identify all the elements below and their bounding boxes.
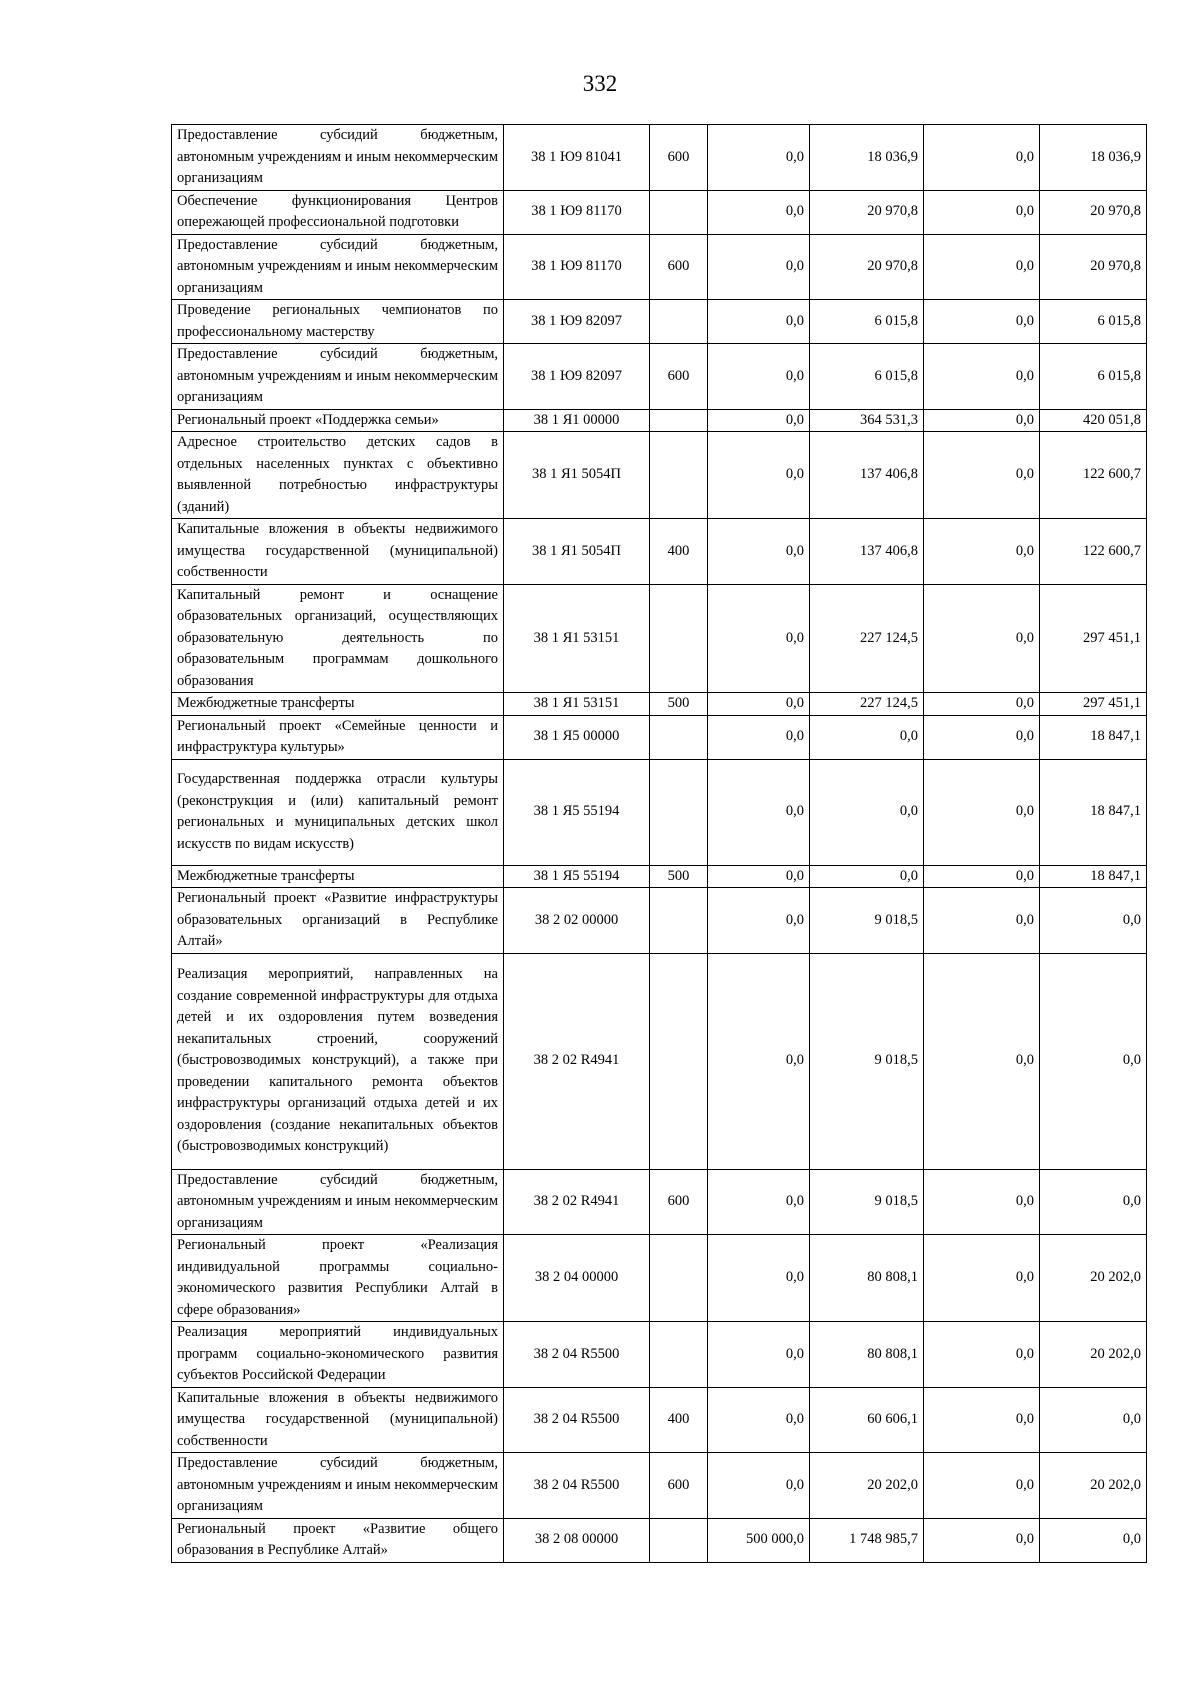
- row-value-2-cell: 227 124,5: [810, 693, 924, 716]
- row-value-4-cell: 20 970,8: [1040, 190, 1147, 234]
- row-value-2-cell: 20 202,0: [810, 1453, 924, 1519]
- row-value-3-cell: 0,0: [924, 1235, 1040, 1322]
- row-value-1-cell: 0,0: [708, 1322, 810, 1388]
- row-code-cell: 38 1 Ю9 81170: [504, 234, 650, 300]
- row-expense-type-cell: 400: [650, 519, 708, 585]
- row-value-1-cell: 0,0: [708, 519, 810, 585]
- row-value-4-cell: 297 451,1: [1040, 693, 1147, 716]
- row-name-cell: Региональный проект «Семейные ценности и инфраструктура культуры»: [172, 715, 504, 759]
- row-expense-type-cell: [650, 888, 708, 954]
- row-name-cell: Региональный проект «Развитие инфраструктуры образовательных организаций в Республике Алтай»: [172, 888, 504, 954]
- row-value-3-cell: 0,0: [924, 190, 1040, 234]
- table-row: [172, 190, 1147, 234]
- row-name-cell: Реализация мероприятий индивидуальных программ социально-экономического развития субъектов Российской Федерации: [172, 1322, 504, 1388]
- row-code-cell: 38 2 04 R5500: [504, 1322, 650, 1388]
- row-value-4-cell: 20 202,0: [1040, 1235, 1147, 1322]
- table-row: [172, 953, 1147, 1169]
- row-value-2-cell: 137 406,8: [810, 519, 924, 585]
- row-value-2-cell: 9 018,5: [810, 1169, 924, 1235]
- table-row: [172, 432, 1147, 519]
- row-code-cell: 38 1 Ю9 81170: [504, 190, 650, 234]
- table-row: [172, 1518, 1147, 1562]
- row-value-1-cell: 0,0: [708, 1169, 810, 1235]
- row-value-4-cell: 0,0: [1040, 1518, 1147, 1562]
- row-value-4-cell: 122 600,7: [1040, 519, 1147, 585]
- row-expense-type-cell: [650, 759, 708, 865]
- row-value-2-cell: 9 018,5: [810, 888, 924, 954]
- row-code-cell: 38 1 Я1 5054П: [504, 519, 650, 585]
- row-name-cell: Реализация мероприятий, направленных на создание современной инфраструктуры для отдыха детей и их оздоровления путем возведения некапитальных строений, сооружений (быстровозводимых конструкций), а также при проведении капитального ремонта объектов инфраструктуры организаций отдыха детей и их оздоровления (создание некапитальных объектов (быстровозводимых конструкций): [172, 953, 504, 1169]
- row-value-3-cell: 0,0: [924, 234, 1040, 300]
- row-expense-type-cell: [650, 300, 708, 344]
- row-value-3-cell: 0,0: [924, 1453, 1040, 1519]
- row-value-1-cell: 0,0: [708, 409, 810, 432]
- row-value-4-cell: 18 847,1: [1040, 715, 1147, 759]
- table-row: [172, 234, 1147, 300]
- row-value-2-cell: 0,0: [810, 865, 924, 888]
- row-value-1-cell: 0,0: [708, 125, 810, 191]
- row-code-cell: 38 2 04 R5500: [504, 1387, 650, 1453]
- budget-table: [171, 124, 1147, 1563]
- row-value-3-cell: 0,0: [924, 715, 1040, 759]
- row-expense-type-cell: 400: [650, 1387, 708, 1453]
- row-code-cell: 38 1 Я5 55194: [504, 865, 650, 888]
- row-name-cell: Капитальные вложения в объекты недвижимого имущества государственной (муниципальной) собственности: [172, 519, 504, 585]
- row-value-1-cell: 0,0: [708, 693, 810, 716]
- row-value-4-cell: 0,0: [1040, 1169, 1147, 1235]
- table-row: [172, 715, 1147, 759]
- row-value-4-cell: 0,0: [1040, 953, 1147, 1169]
- row-name-cell: Капитальный ремонт и оснащение образовательных организаций, осуществляющих образовательную деятельность по образовательным программам дошкольного образования: [172, 584, 504, 693]
- row-value-2-cell: 20 970,8: [810, 234, 924, 300]
- row-expense-type-cell: [650, 953, 708, 1169]
- row-value-1-cell: 0,0: [708, 234, 810, 300]
- row-value-3-cell: 0,0: [924, 125, 1040, 191]
- row-name-cell: Предоставление субсидий бюджетным, автономным учреждениям и иным некоммерческим организациям: [172, 1169, 504, 1235]
- row-code-cell: 38 1 Я1 00000: [504, 409, 650, 432]
- row-name-cell: Обеспечение функционирования Центров опережающей профессиональной подготовки: [172, 190, 504, 234]
- table-row: [172, 1235, 1147, 1322]
- row-value-2-cell: 6 015,8: [810, 300, 924, 344]
- row-value-3-cell: 0,0: [924, 953, 1040, 1169]
- row-name-cell: Адресное строительство детских садов в отдельных населенных пунктах с объективно выявленной потребностью инфраструктуры (зданий): [172, 432, 504, 519]
- row-expense-type-cell: [650, 584, 708, 693]
- row-value-3-cell: 0,0: [924, 1169, 1040, 1235]
- row-value-4-cell: 18 847,1: [1040, 865, 1147, 888]
- row-code-cell: 38 2 02 R4941: [504, 1169, 650, 1235]
- table-row: [172, 300, 1147, 344]
- table-row: [172, 888, 1147, 954]
- row-expense-type-cell: [650, 1518, 708, 1562]
- row-value-1-cell: 0,0: [708, 759, 810, 865]
- table-row: [172, 519, 1147, 585]
- row-code-cell: 38 2 04 R5500: [504, 1453, 650, 1519]
- row-value-2-cell: 0,0: [810, 759, 924, 865]
- row-name-cell: Капитальные вложения в объекты недвижимого имущества государственной (муниципальной) собственности: [172, 1387, 504, 1453]
- row-value-3-cell: 0,0: [924, 1387, 1040, 1453]
- row-value-2-cell: 0,0: [810, 715, 924, 759]
- table-row: [172, 759, 1147, 865]
- row-expense-type-cell: 600: [650, 344, 708, 410]
- row-code-cell: 38 1 Я1 5054П: [504, 432, 650, 519]
- row-value-2-cell: 80 808,1: [810, 1235, 924, 1322]
- row-expense-type-cell: 600: [650, 125, 708, 191]
- row-code-cell: 38 1 Я1 53151: [504, 693, 650, 716]
- row-value-2-cell: 60 606,1: [810, 1387, 924, 1453]
- row-code-cell: 38 1 Я5 00000: [504, 715, 650, 759]
- row-value-1-cell: 0,0: [708, 1453, 810, 1519]
- row-value-4-cell: 20 202,0: [1040, 1322, 1147, 1388]
- row-name-cell: Предоставление субсидий бюджетным, автономным учреждениям и иным некоммерческим организациям: [172, 1453, 504, 1519]
- row-expense-type-cell: [650, 715, 708, 759]
- row-value-4-cell: 0,0: [1040, 1387, 1147, 1453]
- row-value-3-cell: 0,0: [924, 519, 1040, 585]
- row-value-2-cell: 18 036,9: [810, 125, 924, 191]
- row-value-2-cell: 9 018,5: [810, 953, 924, 1169]
- row-code-cell: 38 2 02 00000: [504, 888, 650, 954]
- row-value-4-cell: 297 451,1: [1040, 584, 1147, 693]
- row-value-3-cell: 0,0: [924, 300, 1040, 344]
- row-expense-type-cell: 600: [650, 234, 708, 300]
- table-row: [172, 1322, 1147, 1388]
- row-expense-type-cell: [650, 432, 708, 519]
- row-code-cell: 38 1 Я5 55194: [504, 759, 650, 865]
- table-row: [172, 1387, 1147, 1453]
- page-number: 332: [582, 71, 618, 96]
- table-row: [172, 409, 1147, 432]
- row-expense-type-cell: 600: [650, 1453, 708, 1519]
- row-value-3-cell: 0,0: [924, 432, 1040, 519]
- row-value-1-cell: 500 000,0: [708, 1518, 810, 1562]
- row-expense-type-cell: 500: [650, 693, 708, 716]
- row-name-cell: Региональный проект «Поддержка семьи»: [172, 409, 504, 432]
- row-name-cell: Предоставление субсидий бюджетным, автономным учреждениям и иным некоммерческим организациям: [172, 344, 504, 410]
- row-value-3-cell: 0,0: [924, 759, 1040, 865]
- row-name-cell: Предоставление субсидий бюджетным, автономным учреждениям и иным некоммерческим организациям: [172, 234, 504, 300]
- row-value-2-cell: 20 970,8: [810, 190, 924, 234]
- row-code-cell: 38 2 02 R4941: [504, 953, 650, 1169]
- row-value-3-cell: 0,0: [924, 1322, 1040, 1388]
- row-expense-type-cell: 600: [650, 1169, 708, 1235]
- row-value-1-cell: 0,0: [708, 344, 810, 410]
- table-row: [172, 584, 1147, 693]
- row-expense-type-cell: 500: [650, 865, 708, 888]
- row-value-1-cell: 0,0: [708, 1235, 810, 1322]
- row-expense-type-cell: [650, 190, 708, 234]
- table-row: [172, 693, 1147, 716]
- row-value-1-cell: 0,0: [708, 865, 810, 888]
- row-value-3-cell: 0,0: [924, 1518, 1040, 1562]
- row-expense-type-cell: [650, 409, 708, 432]
- row-value-4-cell: 0,0: [1040, 888, 1147, 954]
- row-value-3-cell: 0,0: [924, 409, 1040, 432]
- row-value-4-cell: 6 015,8: [1040, 344, 1147, 410]
- row-name-cell: Межбюджетные трансферты: [172, 693, 504, 716]
- row-value-2-cell: 1 748 985,7: [810, 1518, 924, 1562]
- row-code-cell: 38 1 Ю9 81041: [504, 125, 650, 191]
- row-name-cell: Государственная поддержка отрасли культуры (реконструкция и (или) капитальный ремонт региональных и муниципальных детских школ искусств по видам искусств): [172, 759, 504, 865]
- row-code-cell: 38 1 Я1 53151: [504, 584, 650, 693]
- row-value-3-cell: 0,0: [924, 693, 1040, 716]
- row-name-cell: Межбюджетные трансферты: [172, 865, 504, 888]
- row-value-2-cell: 227 124,5: [810, 584, 924, 693]
- table-row: [172, 1453, 1147, 1519]
- row-value-3-cell: 0,0: [924, 865, 1040, 888]
- row-code-cell: 38 2 08 00000: [504, 1518, 650, 1562]
- row-expense-type-cell: [650, 1235, 708, 1322]
- row-name-cell: Предоставление субсидий бюджетным, автономным учреждениям и иным некоммерческим организациям: [172, 125, 504, 191]
- row-value-4-cell: 18 036,9: [1040, 125, 1147, 191]
- table-row: [172, 125, 1147, 191]
- table-body: [172, 125, 1147, 1563]
- row-value-3-cell: 0,0: [924, 344, 1040, 410]
- row-name-cell: Проведение региональных чемпионатов по профессиональному мастерству: [172, 300, 504, 344]
- row-value-3-cell: 0,0: [924, 888, 1040, 954]
- table-row: [172, 1169, 1147, 1235]
- row-value-4-cell: 122 600,7: [1040, 432, 1147, 519]
- row-value-1-cell: 0,0: [708, 190, 810, 234]
- row-name-cell: Региональный проект «Реализация индивидуальной программы социально-экономического развития Республики Алтай в сфере образования»: [172, 1235, 504, 1322]
- row-expense-type-cell: [650, 1322, 708, 1388]
- row-value-4-cell: 420 051,8: [1040, 409, 1147, 432]
- row-value-4-cell: 20 202,0: [1040, 1453, 1147, 1519]
- row-value-1-cell: 0,0: [708, 888, 810, 954]
- row-value-1-cell: 0,0: [708, 715, 810, 759]
- table-row: [172, 865, 1147, 888]
- row-value-1-cell: 0,0: [708, 432, 810, 519]
- table-row: [172, 344, 1147, 410]
- row-value-1-cell: 0,0: [708, 1387, 810, 1453]
- row-value-2-cell: 364 531,3: [810, 409, 924, 432]
- row-value-4-cell: 18 847,1: [1040, 759, 1147, 865]
- row-value-1-cell: 0,0: [708, 953, 810, 1169]
- row-value-4-cell: 20 970,8: [1040, 234, 1147, 300]
- row-name-cell: Региональный проект «Развитие общего образования в Республике Алтай»: [172, 1518, 504, 1562]
- row-value-3-cell: 0,0: [924, 584, 1040, 693]
- row-value-2-cell: 6 015,8: [810, 344, 924, 410]
- row-code-cell: 38 1 Ю9 82097: [504, 344, 650, 410]
- row-value-4-cell: 6 015,8: [1040, 300, 1147, 344]
- row-value-1-cell: 0,0: [708, 300, 810, 344]
- row-code-cell: 38 2 04 00000: [504, 1235, 650, 1322]
- row-value-2-cell: 137 406,8: [810, 432, 924, 519]
- row-code-cell: 38 1 Ю9 82097: [504, 300, 650, 344]
- row-value-2-cell: 80 808,1: [810, 1322, 924, 1388]
- row-value-1-cell: 0,0: [708, 584, 810, 693]
